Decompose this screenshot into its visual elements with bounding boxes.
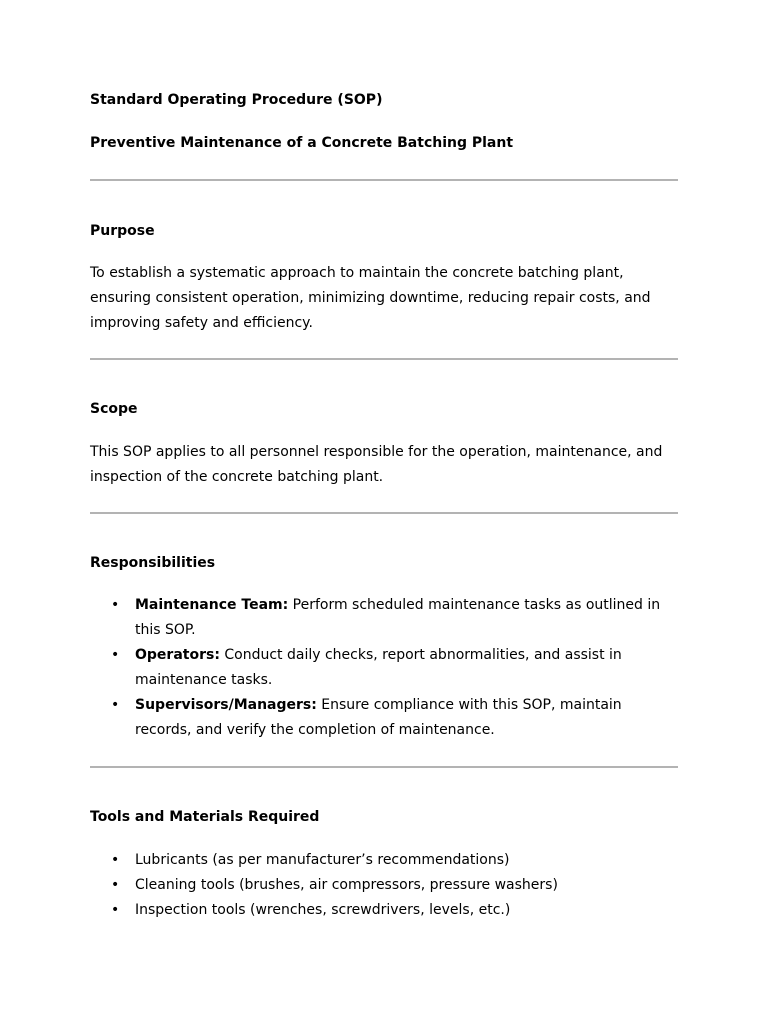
responsibilities-list [90,593,678,743]
bullet-icon: • [111,902,120,918]
purpose-heading: Purpose [90,223,155,239]
tool-item-text: Lubricants (as per manufacturer’s recommendations) [135,852,510,868]
responsibilities-section [90,514,678,743]
bullet-icon: • [111,697,120,713]
document-title: Standard Operating Procedure (SOP) [90,92,383,108]
role-label: Supervisors/Managers: [135,697,317,713]
bullet-icon: • [111,647,120,663]
tools-list [90,848,678,923]
tools-heading: Tools and Materials Required [90,809,320,825]
role-description: Conduct daily checks, report abnormalities, and assist in maintenance tasks. [135,647,622,688]
scope-text: This SOP applies to all personnel responsible for the operation, maintenance, and inspection of the concrete batching plant. [90,444,663,485]
tools-section [90,768,678,923]
role-label: Maintenance Team: [135,597,289,613]
role-label: Operators: [135,647,220,663]
purpose-section [90,181,678,336]
list-item [90,848,678,873]
bullet-icon: • [111,877,120,893]
bullet-icon: • [111,852,120,868]
purpose-text: To establish a systematic approach to maintain the concrete batching plant, ensuring consistent operation, minimizing downtime, reducing repair costs, and improving safety and efficiency. [90,265,651,331]
scope-section [90,360,678,490]
role-description: Perform scheduled maintenance tasks as outlined in this SOP. [135,597,661,638]
list-item [90,593,678,643]
list-item [90,898,678,923]
role-description: Ensure compliance with this SOP, maintain records, and verify the completion of maintenance. [135,697,622,738]
tool-item-text: Cleaning tools (brushes, air compressors, pressure washers) [135,877,558,893]
scope-heading: Scope [90,401,138,417]
tool-item-text: Inspection tools (wrenches, screwdrivers, levels, etc.) [135,902,511,918]
list-item [90,693,678,743]
list-item [90,643,678,693]
document-subtitle: Preventive Maintenance of a Concrete Batching Plant [90,135,514,151]
bullet-icon: • [111,597,120,613]
list-item [90,873,678,898]
document-page [90,88,678,923]
responsibilities-heading: Responsibilities [90,555,216,571]
